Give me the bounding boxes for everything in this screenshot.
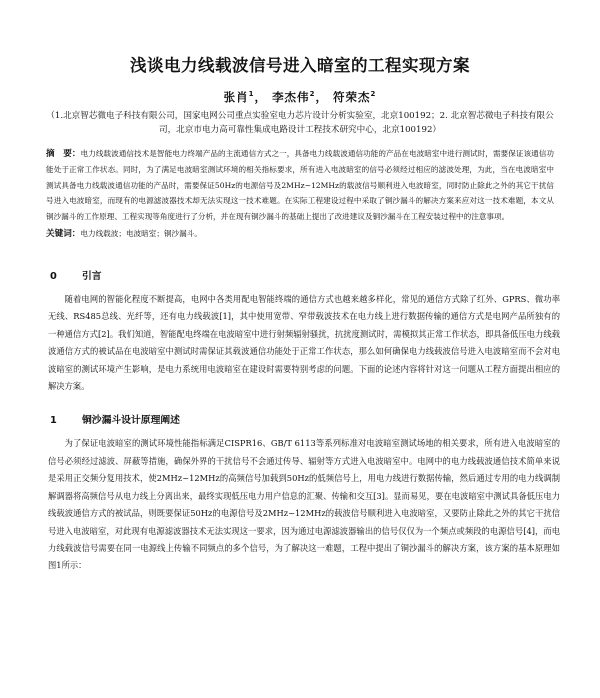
paragraph: 为了保证电波暗室的测试环境性能指标满足CISPR16、GB/T 6113等系列标准对电波暗室测试场地的相关要求，所有进入电波暗室的信号必须经过滤波、屏蔽等措施，确保外界的干扰信号不会通过传导、辐射等方式进入电波暗室中。电网中的电力线载波通信技术简单来说是采用正交频分复用技术，使2MHz~12MHz的高频信号加载到50Hz的低频信号上，用电力线进行数据传输，然后通过专用的电力线调制解调器将高频信号从电力线上分离出来，最终实现低压电力用户信息的汇聚、传输和交互[3]。显而易见，要在电波暗室中测试具备低压电力线载波通信方式的被试品，则既要保证50Hz的电源信号及2MHz~12MHz的载波信号顺利进入电波暗室，又要防止除此之外的其它干扰信号进入电波暗室，对此现有电源滤波器技术无法实现这一要求，因为通过电源滤波器输出的信号仅仅为一个频点或频段的电源信号[4]，而电力线载波信号需要在同一电源线上传输不同频点的多个信号，为了解决这一难题，工程中提出了铜沙漏斗的解决方案，该方案的基本原理如图1所示： — [48, 438, 560, 571]
author-affiliation-mark: 2 — [370, 90, 377, 99]
author-name: 符荣杰 — [332, 90, 371, 104]
keywords-text: 电力线载波；电波暗室；铜沙漏斗。 — [80, 229, 202, 239]
keywords-label: 关键词： — [46, 229, 81, 240]
section-number: 1 — [50, 415, 57, 427]
section-title: 引言 — [82, 271, 102, 283]
author-name: 张肖 — [223, 90, 249, 104]
author-affiliation-mark: 1 — [248, 90, 255, 99]
keywords — [40, 227, 560, 241]
section-title: 铜沙漏斗设计原理阐述 — [82, 415, 180, 427]
section-heading-design-principle — [40, 412, 560, 426]
paragraph: 随着电网的智能化程度不断提高，电网中各类用配电智能终端的通信方式也越来越多样化，常见的通信方式除了红外、GPRS、微功率无线、RS485总线、光纤等，还有电力线载波[1]，其中使用宽带、窄带载波技术在电力线上进行数据传输的通信方式是电网产品所独有的一种通信方式[2]。我们知道，智能配电终端在电波暗室中进行射频辐射骚扰，抗扰度测试时，需模拟其正常工作状态，即具备低压电力线载波通信方式的被试品在电波暗室中测试时需保证其载波通信功能处于正常工作状态，那么如何确保电力线载波信号进入电波暗室而不会对电波暗室的测试环境产生影响，是电力系统用电波暗室在建设时需要特别考虑的问题。下面的论述内容将针对这一问题从工程方面提出相应的解决方案。 — [48, 294, 560, 392]
abstract-label: 摘 要： — [46, 149, 81, 159]
section-number: 0 — [50, 271, 57, 283]
author-list: 张肖$^1$， 李杰伟$^2$， 符荣杰$^2$ — [223, 90, 377, 104]
abstract-text: 电力线载波通信技术是智能电力终端产品的主流通信方式之一，具备电力线载波通信功能的产品在电波暗室中进行测试时，需要保证该通信功能处于正常工作状态。同时，为了满足电波暗室测试环境的相关指标要求，所有进入电波暗室的信号必须经过相应的滤波处理，为此，当在电波暗室中测试具备电力线载波通信功能的产品时，需要保证50Hz的电源信号及2MHz~12MHz的载波信号顺利进入电波暗室，同时防止除此之外的其它干扰信号进入电波暗室，而现有的电源滤波器技术却无法实现这一技术难题。在实际工程建设过程中采取了铜沙漏斗的解决方案来应对这一技术难题，本文从铜沙漏斗的工作原理、工程实现等角度进行了分析，并在现有铜沙漏斗的基础上提出了改进建议及铜沙漏斗在工程安装过程中的注意事项。 — [46, 149, 554, 221]
abstract — [40, 146, 560, 224]
paper-title: 浅谈电力线载波信号进入暗室的工程实现方案 — [130, 56, 470, 75]
author-affiliation-mark: 2 — [309, 90, 316, 99]
affiliation: （1.北京智芯微电子科技有限公司，国家电网公司重点实验室电力芯片设计分析实验室，北京100192；2. 北京智芯微电子科技有限公司，北京市电力高可靠性集成电路设计工程技术研究中心，北京100192） — [46, 111, 554, 135]
section-heading-introduction — [40, 268, 560, 282]
author-name: 李杰伟 — [272, 90, 310, 104]
